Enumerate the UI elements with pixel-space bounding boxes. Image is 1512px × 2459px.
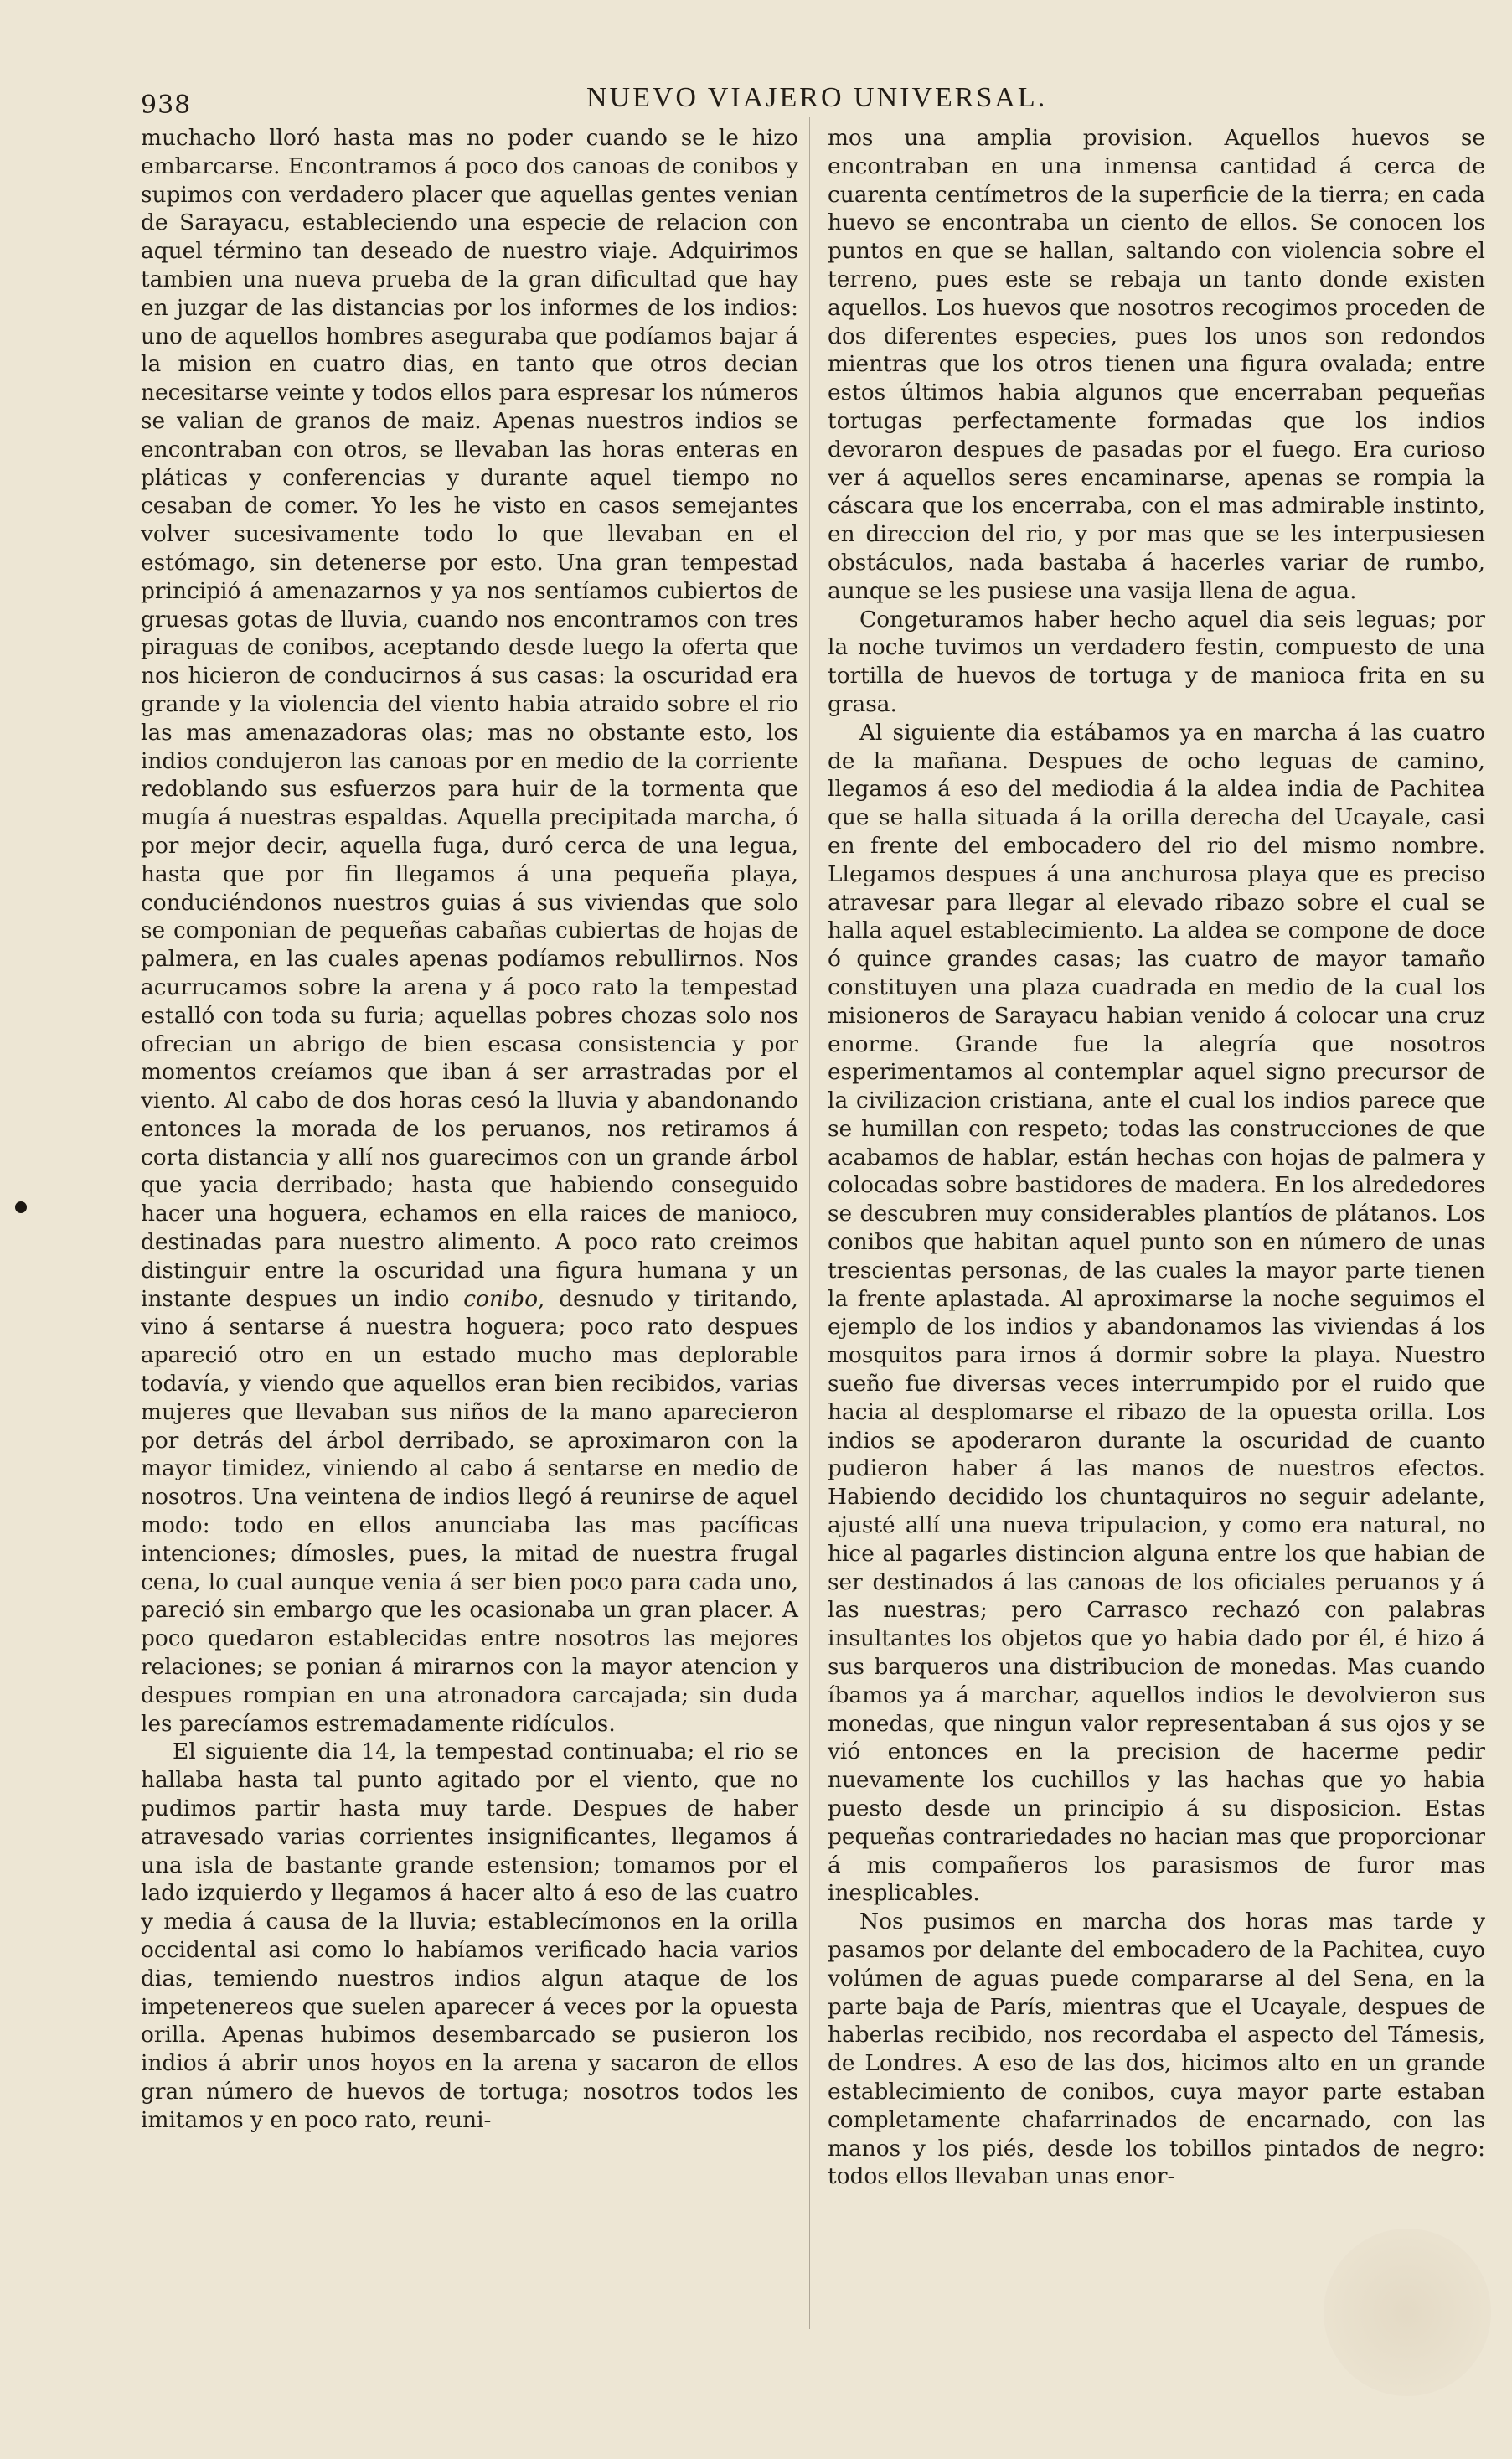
- page-number: 938: [141, 90, 192, 120]
- left-paragraph-1: [141, 124, 798, 1738]
- left-paragraph-1-italic: conibo: [463, 1285, 539, 1312]
- left-paragraph-1-end: , desnudo y tiritando, vino á sentarse á nuestra hoguera; poco rato despues apareció otro en un estado mucho mas deplorable todavía, y viendo que aquellos eran bien recibidos, varias mujeres que llevaban sus niños de la mano aparecieron por detrás del árbol derribado, se aproximaron con la mayor timidez, viniendo al cabo á sentarse en medio de nosotros. Una veintena de indios llegó á reunirse de aquel modo: todo en ellos anunciaba las mas pacíficas intenciones; dímosles, pues, la mitad de nuestra frugal cena, lo cual aunque venia á ser bien poco para cada uno, pareció sin embargo que les ocasionaba un gran placer. A poco quedaron establecidas entre nosotros las mejores relaciones; se ponian á mirarnos con la mayor atencion y despues rompian en una atronadora carcajada; sin duda les parecíamos estremadamente ridículos.: [141, 1285, 799, 1737]
- margin-ink-dot: [15, 1201, 27, 1213]
- paper-stain: [1324, 2229, 1491, 2396]
- left-paragraph-1-text: muchacho lloró hasta mas no poder cuando se le hizo embarcarse. Encontramos á poco dos canoas de conibos y supimos con verdadero placer que aquellas gentes venian de Sarayacu, estableciendo una especie de relacion con aquel término tan deseado de nuestro viaje. Adquirimos tambien una nueva prueba de la gran dificultad que hay en juzgar de las distancias por los informes de los indios: uno de aquellos hombres aseguraba que podíamos bajar á la mision en cuatro dias, en tanto que otros decian necesitarse veinte y todos ellos para espresar los números se valian de granos de maiz. Apenas nuestros indios se encontraban con otros, se llevaban las horas enteras en pláticas y conferencias y durante aquel tiempo no cesaban de comer. Yo les he visto en casos semejantes volver sucesivamente todo lo que llevaban en el estómago, sin detenerse por esto. Una gran tempestad principió á amenazarnos y ya nos sentíamos cubiertos de gruesas gotas de lluvia, cuando nos encontramos con tres piraguas de conibos, aceptando desde luego la oferta que nos hicieron de conducirnos á sus casas: la oscuridad era grande y la violencia del viento habia atraido sobre el rio las mas amenazadoras olas; mas no obstante esto, los indios condujeron las canoas por en medio de la corriente redoblando sus esfuerzos para huir de la tormenta que mugía á nuestras espaldas. Aquella precipitada marcha, ó por mejor decir, aquella fuga, duró cerca de una legua, hasta que por fin llegamos á una pequeña playa, conduciéndonos nuestros guias á sus viviendas que solo se componian de pequeñas cabañas cubiertas de hojas de palmera, en las cuales apenas podíamos rebullirnos. Nos acurrucamos sobre la arena y á poco rato la tempestad estalló con toda su furia; aquellas pobres chozas solo nos ofrecian un abrigo de bien escasa consistencia y por momentos creíamos que iban á ser arrastradas por el viento. Al cabo de dos horas cesó la lluvia y abandonando entonces la morada de los peruanos, nos retiramos á corta distancia y allí nos guarecimos con un grande árbol que yacia derribado; hasta que habiendo conseguido hacer una hoguera, echamos en ella raices de manioco, destinadas para nuestro alimento. A poco rato creimos distinguir entre la oscuridad una figura humana y un instante despues un indio: [141, 125, 798, 1312]
- right-paragraph-3: Al siguiente dia estábamos ya en marcha á las cuatro de la mañana. Despues de ocho leguas de camino, llegamos á eso del mediodia á la aldea india de Pachitea que se halla situada á la orilla derecha del Ucayale, casi en frente del embocadero del rio del mismo nombre. Llegamos despues á una anchurosa playa que es preciso atravesar para llegar al elevado ribazo sobre el cual se halla aquel establecimiento. La aldea se compone de doce ó quince grandes casas; las cuatro de mayor tamaño constituyen una plaza cuadrada en medio de la cual los misioneros de Sarayacu habian venido á colocar una cruz enorme. Grande fue la alegría que nosotros esperimentamos al contemplar aquel signo precursor de la civilizacion cristiana, ante el cual los indios parece que se humillan con respeto; todas las construcciones de que acabamos de hablar, están hechas con hojas de palmera y colocadas sobre bastidores de madera. En los alrededores se descubren muy considerables plantíos de plátanos. Los conibos que habitan aquel punto son en número de unas trescientas personas, de las cuales la mayor parte tienen la frente aplastada. Al aproximarse la noche seguimos el ejemplo de los indios y abandonamos las viviendas á los mosquitos para irnos á dormir sobre la playa. Nuestro sueño fue diversas veces interrumpido por el ruido que hacia al desplomarse el ribazo de la opuesta orilla. Los indios se apoderaron durante la oscuridad de cuanto pudieron haber á las manos de nuestros efectos. Habiendo decidido los chuntaquiros no seguir adelante, ajusté allí una nueva tripulacion, y como era natural, no hice al pagarles distincion alguna entre los que habian de ser destinados á las canoas de los oficiales peruanos y á las nuestras; pero Carrasco rechazó con palabras insultantes los objetos que yo habia dado por él, é hizo á sus barqueros una distribucion de monedas. Mas cuando íbamos ya á marchar, aquellos indios le devolvieron sus monedas, que ningun valor representaban á sus ojos y se vió entonces en la precision de hacerme pedir nuevamente los cuchillos y las hachas que yo habia puesto desde un principio á su disposicion. Estas pequeñas contrariedades no hacian mas que proporcionar á mis compañeros los parasismos de furor mas inesplicables.: [828, 719, 1485, 1907]
- right-paragraph-2: Congeturamos haber hecho aquel dia seis leguas; por la noche tuvimos un verdadero festin, compuesto de una tortilla de huevos de tortuga y de manioca frita en su grasa.: [828, 606, 1485, 717]
- column-divider: [809, 117, 810, 2329]
- right-paragraph-4: Nos pusimos en marcha dos horas mas tarde y pasamos por delante del embocadero de la Pachitea, cuyo volúmen de aguas puede compararse al del Sena, en la parte baja de París, mientras que el Ucayale, despues de haberlas recibido, nos recordaba el aspecto del Támesis, de Londres. A eso de las dos, hicimos alto en un grande establecimiento de conibos, cuya mayor parte estaban completamente chafarrinados de encarnado, con las manos y los piés, desde los tobillos pintados de negro: todos ellos llevaban unas enor-: [828, 1909, 1485, 2190]
- right-paragraph-1: mos una amplia provision. Aquellos huevos se encontraban en una inmensa cantidad á cerca de cuarenta centímetros de la superficie de la tierra; en cada huevo se encontraba un ciento de ellos. Se conocen los puntos en que se hallan, saltando con violencia sobre el terreno, pues este se rebaja un tanto donde existen aquellos. Los huevos que nosotros recogimos proceden de dos diferentes especies, pues los unos son redondos mientras que los otros tienen una figura ovalada; entre estos últimos habia algunos que encerraban pequeñas tortugas perfectamente formadas que los indios devoraron despues de pasadas por el fuego. Era curioso ver á aquellos seres encaminarse, apenas se rompia la cáscara que los encerraba, con el mas admirable instinto, en direccion del rio, y por mas que se les interpusiesen obstáculos, nada bastaba á hacerles variar de rumbo, aunque se les pusiese una vasija llena de agua.: [828, 125, 1485, 604]
- left-column: [141, 124, 798, 2135]
- left-paragraph-2: El siguiente dia 14, la tempestad continuaba; el rio se hallaba hasta tal punto agitado por el viento, que no pudimos partir hasta muy tarde. Despues de haber atravesado varias corrientes insignificantes, llegamos á una isla de bastante grande estension; tomamos por el lado izquierdo y llegamos á hacer alto á eso de las cuatro y media á causa de la lluvia; establecímonos en la orilla occidental asi como lo habíamos verificado hacia varios dias, temiendo nuestros indios algun ataque de los impetenereos que suelen aparecer á veces por la opuesta orilla. Apenas hubimos desembarcado se pusieron los indios á abrir unos hoyos en la arena y sacaron de ellos gran número de huevos de tortuga; nosotros todos les imitamos y en poco rato, reuni-: [141, 1738, 798, 2133]
- running-title: NUEVO VIAJERO UNIVERSAL.: [586, 82, 1048, 113]
- right-column: [828, 124, 1485, 2191]
